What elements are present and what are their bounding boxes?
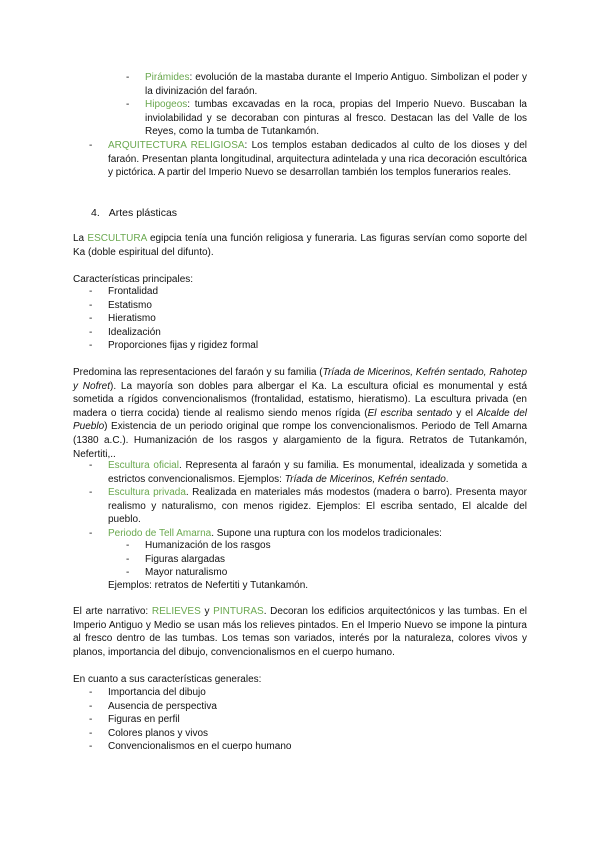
list-item: - Escultura oficial. Representa al faraón y su familia. Es monumental, idealizada y sometida a estrictos convencionalismos. Ejemplos: Tríada de Micerinos, Kefrén sentado. — [89, 460, 528, 485]
term-escultura-privada: Escultura privada — [108, 487, 186, 499]
list-item: - Estatismo — [89, 299, 152, 311]
list-item: - Escultura privada. Realizada en materiales más modestos (madera o barro). Presenta mayor realismo y naturalismo, con menos rigidez. Ejemplos: El escriba sentado, El alcalde del pueblo. — [89, 487, 528, 526]
arte-narrativo-paragraph: El arte narrativo: RELIEVES y PINTURAS. Decoran los edificios arquitectónicos y las tumbas. En el Imperio Antiguo y Medio se usan más los relieves pintados. En el Imperio Nuevo se impone la pintura al fresco dentro de las tumbas. Los temas son variados, interés por la naturaleza, colores vivos y planos, importancia del dibujo, convencionalismos en el cuerpo humano. — [73, 606, 527, 658]
list-item: - Figuras alargadas — [126, 553, 226, 565]
term-hipogeos: Hipogeos — [145, 99, 188, 111]
list-item: - Ausencia de perspectiva — [89, 700, 217, 712]
list-item: - Importancia del dibujo — [89, 687, 206, 698]
section-heading: 4. Artes plásticas — [91, 207, 178, 219]
term-pinturas: PINTURAS — [213, 606, 264, 617]
list-item: - Convencionalismos en el cuerpo humano — [89, 741, 292, 753]
list-item: - Hipogeos: tumbas excavadas en la roca, propias del Imperio Nuevo. Buscaban la inviolabilidad y se decoraban con pinturas al fresco. Destacan las del Valle de los Reyes, como la tumba de Tutankamón. — [126, 99, 527, 138]
caracteristicas-title: Características principales: — [73, 274, 194, 285]
arq-religiosa-list — [89, 139, 527, 180]
list-item: - Colores planos y vivos — [89, 727, 209, 739]
list-item: - Proporciones fijas y rigidez formal — [89, 340, 259, 352]
generales-title: En cuanto a sus características generales: — [73, 674, 262, 685]
predomina-paragraph: Predomina las representaciones del faraón y su familia (Tríada de Micerinos, Kefrén sentado, Rahotep y Nofret). La mayoría son dobles para albergar el Ka. La escultura oficial es monumental y está sometida a rígidos convencionalismos (frontalidad, estatismo, hieratismo). La escultura privada (en madera o tierra cocida) tiende al realismo siendo menos rígida (El escriba sentado y el Alcalde del Pueblo) Existencia de un periodo original que rompe los convencionalismos. Periodo de Tell Amarna (1380 a.C.). Humanización de los rasgos y alargamiento de la figura. Retratos de Tutankamón, Nefertiti,.. — [73, 367, 528, 460]
list-item: - Idealización — [89, 326, 161, 338]
list-item: - Frontalidad — [89, 286, 159, 297]
list-item: - Hieratismo — [89, 313, 156, 325]
escultura-intro: La ESCULTURA egipcia tenía una función religiosa y funeraria. Las figuras servían como soporte del Ka (doble espiritual del difunto). — [73, 233, 527, 258]
term-escultura: ESCULTURA — [87, 233, 147, 244]
list-item: - Figuras en perfil — [89, 714, 180, 726]
term-escultura-oficial: Escultura oficial — [108, 460, 179, 471]
amarna-ejemplos: Ejemplos: retratos de Nefertiti y Tutankamón. — [108, 580, 309, 591]
term-relieves: RELIEVES — [151, 606, 201, 617]
list-item: - ARQUITECTURA RELIGIOSA: Los templos estaban dedicados al culto de los dioses y del faraón. Presentan planta longitudinal, arquitectura adintelada y una rica decoración escultórica y pictórica. A partir del Imperio Nuevo se desarrollan también los templos funerarios reales. — [89, 140, 527, 179]
list-item: - Humanización de los rasgos — [126, 540, 271, 551]
term-tell-amarna: Periodo de Tell Amarna — [108, 527, 212, 539]
tipos-escultura-list — [89, 459, 528, 541]
list-item: - Mayor naturalismo — [126, 567, 228, 579]
funerary-sublist — [126, 71, 527, 139]
amarna-sublist — [126, 539, 445, 580]
list-item: - Pirámides: evolución de la mastaba durante el Imperio Antiguo. Simbolizan el poder y la divinización del faraón. — [126, 72, 527, 97]
caracteristicas-list — [89, 285, 408, 353]
term-piramides: Pirámides — [145, 72, 190, 83]
list-item: - Periodo de Tell Amarna. Supone una ruptura con los modelos tradicionales: — [89, 527, 442, 539]
term-arquitectura-religiosa: ARQUITECTURA RELIGIOSA — [108, 140, 245, 151]
generales-list — [89, 686, 408, 754]
